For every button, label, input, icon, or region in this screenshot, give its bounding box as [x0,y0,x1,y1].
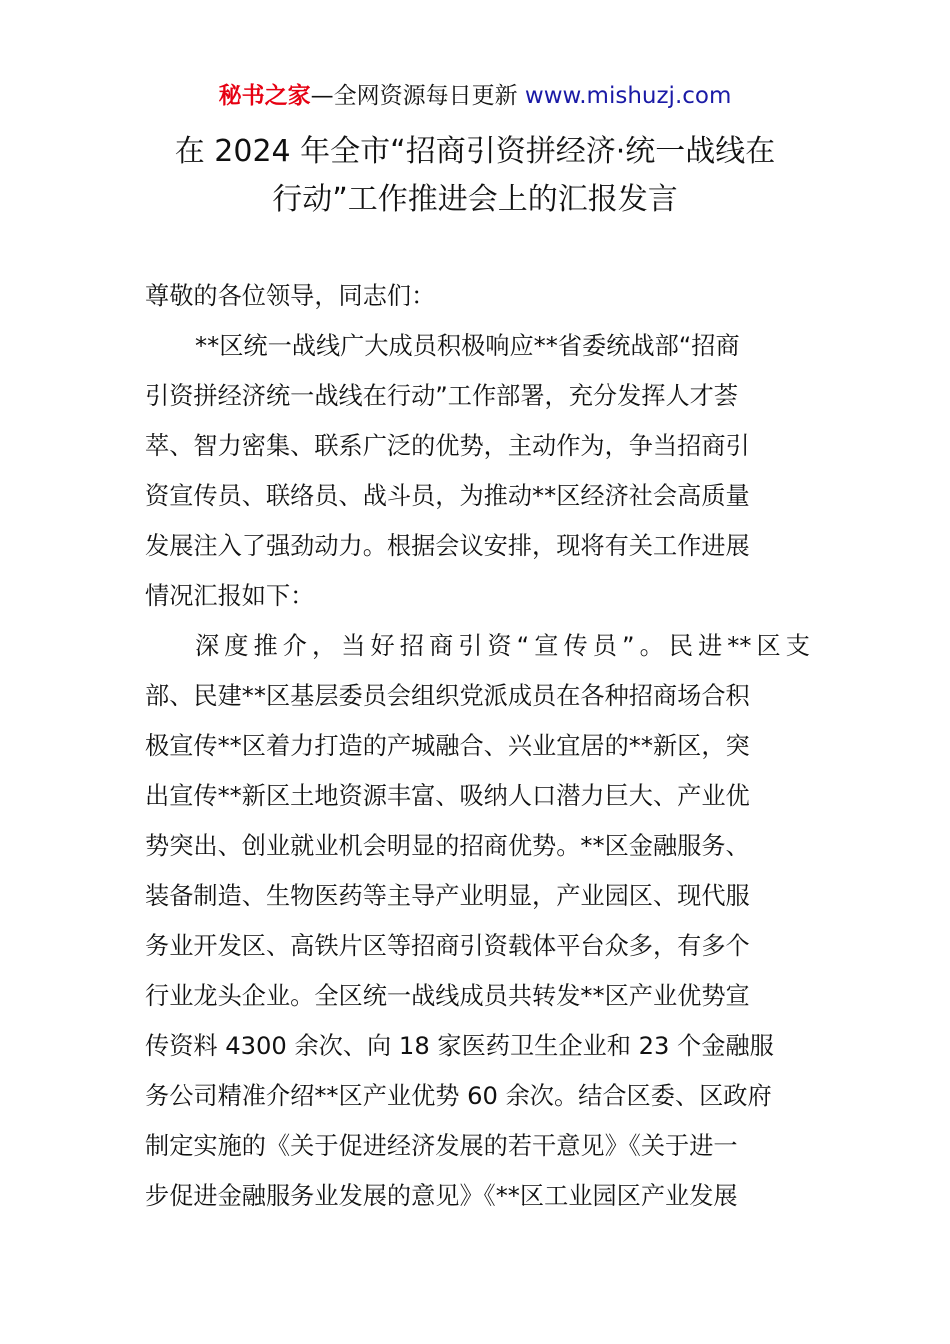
paragraph-2-line: 势突出、创业就业机会明显的招商优势。**区金融服务、 [145,832,750,860]
site-header [0,80,950,112]
paragraph-2-line: 制定实施的《关于促进经济发展的若干意见》《关于进一 [145,1132,738,1160]
site-tagline: —全网资源每日更新 [310,83,518,109]
title-line-2: 行动”工作推进会上的汇报发言 [272,182,678,217]
site-url-link[interactable]: www.mishuzj.com [524,83,732,109]
paragraph-2-line: 传资料 4300 余次、向 18 家医药卫生企业和 23 个金融服 [145,1032,774,1060]
paragraph-2-line: 深度推介，当好招商引资“宣传员”。民进**区支 [195,632,810,660]
paragraph-1-line: 萃、智力密集、联系广泛的优势，主动作为，争当招商引 [145,432,750,460]
title-line-1: 在 2024 年全市“招商引资拼经济·统一战线在 [174,134,776,169]
salutation: 尊敬的各位领导，同志们： [145,282,436,310]
paragraph-2-line: 务公司精准介绍**区产业优势 60 余次。结合区委、区政府 [145,1082,772,1110]
paragraph-1-line: 情况汇报如下： [145,582,315,610]
paragraph-2-line: 行业龙头企业。全区统一战线成员共转发**区产业优势宣 [145,982,750,1010]
paragraph-1-line: 引资拼经济统一战线在行动”工作部署，充分发挥人才荟 [145,382,739,410]
paragraph-1-line: 发展注入了强劲动力。根据会议安排，现将有关工作进展 [145,532,750,560]
document-title [100,128,850,224]
paragraph-2-line: 务业开发区、高铁片区等招商引资载体平台众多，有多个 [145,932,750,960]
paragraph-2-line: 出宣传**新区土地资源丰富、吸纳人口潜力巨大、产业优 [145,782,750,810]
document-body [145,271,810,1221]
site-brand: 秘书之家 [218,83,311,109]
paragraph-1-line: 资宣传员、联络员、战斗员，为推动**区经济社会高质量 [145,482,750,510]
paragraph-2-line: 装备制造、生物医药等主导产业明显，产业园区、现代服 [145,882,750,910]
paragraph-2-line: 极宣传**区着力打造的产城融合、兴业宜居的**新区，突 [145,732,750,760]
paragraph-2-line: 步促进金融服务业发展的意见》《**区工业园区产业发展 [145,1182,738,1210]
paragraph-1-line: **区统一战线广大成员积极响应**省委统战部“招商 [195,332,740,360]
paragraph-2-line: 部、民建**区基层委员会组织党派成员在各种招商场合积 [145,682,750,710]
